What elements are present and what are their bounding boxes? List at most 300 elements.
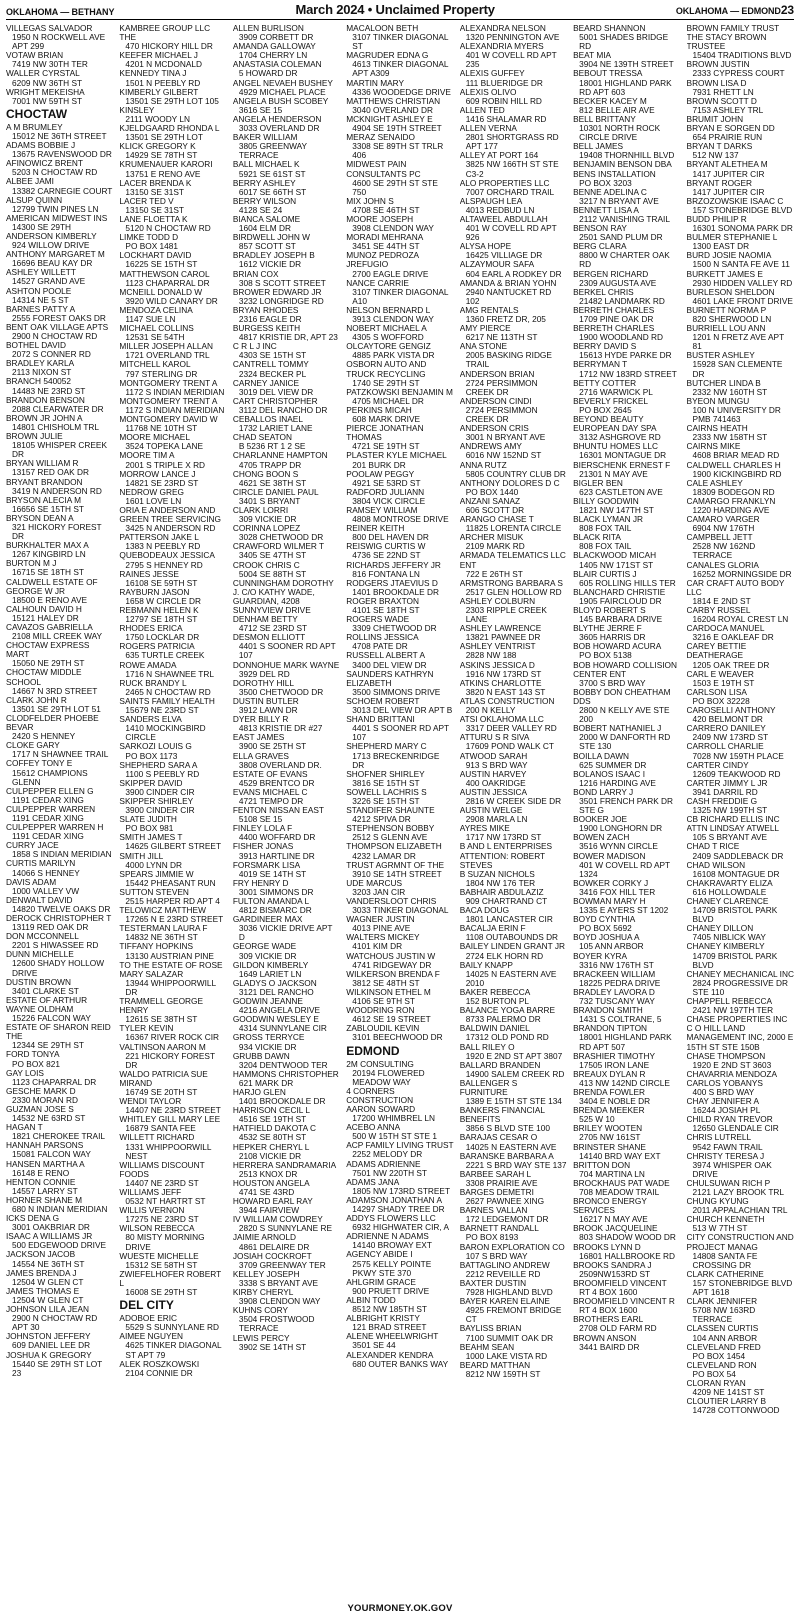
owner-name: EAST JAMES: [232, 732, 285, 743]
owner-name: WALTERS MICKEY: [346, 932, 420, 943]
owner-address: 14025 N EASTERN AVE: [465, 1141, 557, 1152]
listing-entry: [573, 1197, 680, 1224]
owner-name: ZWIEFELHOFER ROBERT L: [119, 1268, 221, 1288]
owner-name: BROWN SCOTT D: [686, 95, 757, 106]
owner-name: GODWIN JEANNE: [232, 996, 303, 1007]
listing-entry: [687, 779, 794, 797]
listing-entry: [119, 306, 226, 324]
owner-name: CB RICHARD ELLIS INC ATTN LINDSAY ATWELL: [686, 814, 780, 834]
owner-name: SOWELL LACHRIS S: [346, 786, 427, 797]
owner-name: CARBY RUSSEL: [686, 605, 751, 615]
owner-name: SARKOZI LOUIS G: [119, 741, 192, 752]
owner-address: 3941 DARRIL RD: [692, 786, 758, 797]
owner-address: 2330 MORAN RD: [12, 1094, 78, 1105]
owner-name: BRIAN COX: [232, 268, 279, 279]
owner-name: BAYLISS BRIAN: [459, 1323, 522, 1334]
owner-name: BOWEN ZACH: [573, 832, 630, 843]
owner-address: 4712 SE 23RD ST: [238, 623, 308, 634]
listing-entry: [346, 670, 453, 697]
owner-address: 4101 SE 18TH ST: [352, 605, 420, 615]
owner-address: 7100 SUMMIT OAK DR: [465, 1332, 554, 1343]
owner-name: CAMPBELL JETT: [686, 532, 753, 543]
listing-entry: [119, 360, 226, 378]
owner-address: 3820 N EAST 143 ST: [465, 686, 546, 697]
owner-address: 4817 KRISTIE DR, APT 23: [238, 332, 338, 343]
owner-address: 1389 E 15TH ST STE 134: [465, 1096, 562, 1107]
listing-entry: [346, 561, 453, 579]
owner-name: MIDWEST PAIN CONSULTANTS PC: [346, 159, 421, 179]
owner-address: 5203 N CHOCTAW RD: [12, 167, 98, 178]
owner-address: 15050 NE 29TH ST: [12, 658, 85, 669]
owner-name: B AND L ENTERPRISES ATTENTION: ROBERT STEVES: [459, 841, 553, 870]
owner-name: CALE ASHLEY: [686, 477, 743, 488]
owner-address: 2716 WARWICK PL: [579, 386, 653, 397]
owner-name: CALDWELL CHARLES H: [686, 459, 781, 470]
owner-name: ELLA GRAVES: [232, 750, 289, 761]
listing-entry: [233, 1334, 340, 1352]
listing-entry: [6, 414, 113, 432]
owner-name: ASHTON POOLE: [6, 285, 72, 296]
owner-address: 1805 NW 173RD STREET: [352, 1185, 451, 1196]
owner-name: CHOCTAW EXPRESS MART: [6, 640, 90, 660]
owner-address: 3451 SE 44TH ST: [352, 241, 420, 252]
listing-entry: [687, 1361, 794, 1379]
listing-entry: [233, 1070, 340, 1088]
owner-address: PO BOX 2645: [579, 404, 632, 415]
owner-address: 16148 E RENO: [12, 1167, 70, 1178]
owner-name: BOB HOWARD ACURA: [573, 641, 662, 652]
listing-entry: [119, 997, 226, 1024]
listing-entry: [687, 606, 794, 624]
owner-address: 4400 WOFFARD DR: [238, 832, 316, 843]
owner-name: BROTHERS EARL: [573, 1314, 644, 1325]
owner-address: 4336 WOODEDGE DRIVE: [352, 86, 451, 97]
owner-name: CHAY JENNIFER A: [686, 1096, 760, 1107]
owner-address: 2104 CONNIE DR: [125, 1367, 193, 1378]
owner-name: RUCK BRANDY L: [119, 677, 187, 688]
owner-name: CITY CONSTRUCTION AND PROJECT MANAG: [686, 1232, 794, 1252]
owner-address: 3309 CHETWOOD DR: [352, 623, 437, 634]
owner-address: 121 BRAD STREET: [352, 1322, 427, 1333]
owner-address: 3910 SE 14TH STREET: [352, 868, 442, 879]
owner-address: 14832 NE 36TH ST: [125, 932, 198, 943]
owner-address: 3501 SE 44: [352, 1340, 396, 1351]
owner-address: 1721 OVERLAND TRL: [125, 350, 210, 361]
owner-address: 3913 HARTLINE DR: [238, 850, 315, 861]
listing-entry: [233, 1270, 340, 1288]
owner-name: BENJAMIN BENSON DBA BENS INSTALLATION: [573, 159, 672, 179]
owner-name: SMITH JAMES T: [119, 832, 183, 843]
owner-address: 2908 MARLA LN: [465, 814, 528, 825]
listing-entry: [6, 1069, 113, 1087]
column-2: [119, 24, 226, 1584]
listing-entry: [6, 323, 113, 341]
listing-entry: [687, 970, 794, 997]
owner-name: CHUNG KYUNG: [686, 1196, 749, 1207]
listing-entry: [573, 642, 680, 660]
owner-address: 2724 ELK HORN RD: [465, 950, 544, 961]
owner-name: MAGRUDER EDNA G: [346, 50, 429, 61]
owner-name: CANALES GLORIA: [686, 559, 759, 570]
owner-name: BROOK JACQUELINE: [573, 1223, 658, 1234]
listing-entry: [119, 433, 226, 451]
owner-address: 4808 MONTROSE DRIVE: [352, 514, 449, 525]
listing-entry: [119, 415, 226, 433]
owner-address: 16425 VILLIAGE DR: [465, 250, 543, 261]
listing-entry: [6, 196, 113, 214]
owner-address: 1000 VALLEY VW: [12, 885, 80, 896]
owner-address: 4921 SE 53RD ST: [352, 477, 421, 488]
owner-name: MENDOZA CELINA: [119, 304, 193, 315]
owner-address: 6016 NW 152ND ST: [465, 450, 542, 461]
listing-entry: [573, 588, 680, 606]
owner-address: 14300 SE 29TH: [12, 221, 72, 232]
owner-name: BUTCHER LINDA B: [686, 377, 761, 388]
listing-entry: [233, 215, 340, 233]
owner-address: 4516 SE 19TH ST: [238, 1114, 307, 1125]
owner-address: 4600 SE 29TH ST STE 750: [352, 177, 438, 197]
owner-address: 1740 SE 29TH ST: [352, 377, 420, 388]
listing-entry: [6, 1050, 113, 1068]
owner-name: BRUMIT JOHN: [686, 113, 744, 124]
owner-name: BAKER REBECCA: [459, 986, 531, 997]
owner-address: 732 TUSCANY WAY: [579, 996, 655, 1007]
owner-name: BOBBY DON CHEATHAM DDS: [573, 686, 671, 706]
listing-entry: [6, 996, 113, 1023]
owner-name: GESCHE MARK D: [6, 1085, 76, 1096]
owner-name: ASHLEY WILLETT: [6, 267, 76, 278]
owner-address: 1147 SUE LN: [125, 314, 176, 324]
owner-name: BRENDA MEEKER: [573, 1105, 645, 1116]
owner-address: 4612 SE 19 STREET: [352, 1014, 431, 1025]
owner-name: BEYOND BEAUTY EUROPEAN DAY SPA: [573, 414, 657, 434]
owner-name: BACA DOUG: [459, 905, 510, 916]
owner-name: BOYER KYRA: [573, 950, 628, 961]
owner-address: 21482 LANDMARK RD: [579, 295, 665, 306]
listing-entry: [460, 1188, 567, 1206]
owner-address: 3500 CHETWOOD DR: [238, 686, 324, 697]
owner-name: SPEARS JIMMIE W: [119, 868, 194, 879]
owner-name: ALEXANDRIA MYERS: [459, 41, 544, 52]
owner-address: 201 BURK DR: [352, 459, 406, 470]
owner-address: 12600 SHADY HOLLOW DRIVE: [12, 958, 105, 978]
owner-address: 609 ROBIN HILL RD: [465, 95, 542, 106]
listing-entry: [6, 287, 113, 305]
owner-address: 200 N KELLY: [465, 705, 516, 716]
listing-entry: [460, 1243, 567, 1261]
owner-name: CARL E WEAVER: [686, 668, 754, 679]
owner-name: HENTON CONNIE: [6, 1176, 76, 1187]
owner-name: BRITTON DON: [573, 1159, 631, 1170]
listing-entry: [460, 642, 567, 660]
owner-address: 1920 E 2ND ST APT 3807: [465, 1050, 563, 1061]
listing-entry: [119, 1314, 226, 1332]
owner-address: 4128 SE 24: [238, 204, 283, 215]
owner-address: 1405 NW 171ST ST: [579, 559, 654, 570]
listing-entry: [6, 978, 113, 996]
header-right-label: OKLAHOMA — EDMOND: [675, 6, 781, 16]
listing-entry: [233, 160, 340, 178]
owner-name: ASHLEY VENTRIST: [459, 641, 536, 652]
listing-entry: [6, 1178, 113, 1196]
owner-address: 3804 VICK CIRCLE: [352, 495, 426, 506]
listing-entry: [346, 842, 453, 860]
listing-entry: [460, 924, 567, 942]
listing-entry: [346, 1160, 453, 1178]
owner-address: 15928 SAN CLEMENTE DR: [692, 359, 783, 379]
owner-name: PATZKOWSKI BENJAMIN M: [346, 386, 453, 397]
listing-entry: [460, 597, 567, 624]
owner-address: 3204 DENTWOOD TER: [238, 1059, 328, 1070]
listing-entry: [687, 642, 794, 669]
owner-name: BRYANT ALETHEA M: [686, 159, 768, 170]
owner-name: ANA STONE: [459, 341, 508, 352]
owner-address: 16008 SE 29TH ST: [125, 1287, 198, 1298]
owner-address: 621 MARK DR: [238, 1077, 294, 1088]
owner-address: 8212 NW 159TH ST: [465, 1368, 541, 1379]
owner-name: WALLER CYRSTAL: [6, 68, 80, 79]
owner-name: PLASTER KYLE MICHAEL: [346, 450, 447, 461]
listing-entry: [119, 533, 226, 551]
owner-name: BELL JAMES: [573, 141, 624, 152]
owner-name: LOCKHART DAVID: [119, 250, 192, 261]
owner-name: ISAAC A WILLIAMS JR: [6, 1231, 93, 1242]
listing-entry: [233, 1033, 340, 1051]
owner-address: 3001 SIMMONS DR: [238, 886, 314, 897]
owner-address: 15612 CHAMPIONS GLENN: [12, 767, 88, 787]
owner-name: BURGESS KEITH: [232, 323, 301, 334]
listing-entry: [119, 661, 226, 679]
listing-entry: [119, 697, 226, 715]
listing-entry: [346, 133, 453, 160]
owner-name: CLARK CATHERINE: [686, 1268, 764, 1279]
footer-url: YOURMONEY.OK.GOV: [347, 1603, 453, 1614]
listing-entry: [6, 841, 113, 859]
listing-entry: [460, 579, 567, 597]
owner-name: ALO PROPERTIES LLC: [459, 177, 550, 188]
listing-entry: [573, 97, 680, 115]
owner-address: 1383 N PEEBLY RD: [125, 541, 201, 552]
owner-address: 18225 PEDRA DRIVE: [579, 977, 661, 988]
owner-address: 172 LEDGEMONT DR: [465, 1214, 549, 1225]
listing-entry: [460, 961, 567, 988]
listing-entry: [346, 215, 453, 233]
owner-name: WILKINSON ETHEL M: [346, 986, 431, 997]
owner-address: 14066 S HENNEY: [12, 867, 80, 878]
listing-entry: [346, 1060, 453, 1087]
listing-entry: [687, 1115, 794, 1133]
owner-name: WRIGHT MEKEISHA: [6, 86, 85, 97]
owner-name: TIFFANY HOPKINS: [119, 941, 194, 952]
listing-entry: [233, 615, 340, 633]
listing-entry: [346, 633, 453, 651]
listing-entry: [233, 60, 340, 78]
listing-entry: [346, 1178, 453, 1196]
listing-entry: [6, 514, 113, 541]
owner-address: 3902 SE 14TH ST: [238, 1341, 307, 1352]
owner-name: STEPHENSON BOBBY: [346, 823, 435, 834]
listing-entry: [346, 79, 453, 97]
owner-name: MCKNIGHT ASHLEY E: [346, 113, 433, 124]
owner-address: 3441 BAIRD DR: [579, 1341, 640, 1352]
owner-name: BROOKS LYNN D: [573, 1241, 641, 1252]
owner-address: 157 STONEBRIDGE BLVD APT 1618: [692, 1277, 793, 1298]
listing-entry: [233, 1306, 340, 1333]
owner-address: 3616 SE 15: [238, 104, 283, 115]
owner-address: 3226 SE 15TH ST: [352, 795, 420, 806]
listing-entry: [6, 268, 113, 286]
owner-address: 1658 W CIRCLE DR: [125, 595, 202, 606]
owner-name: BACALJA ERIN F: [459, 923, 526, 934]
listing-entry: [6, 24, 113, 51]
listing-entry: [687, 479, 794, 497]
owner-name: BERKEL CHRIS: [573, 286, 634, 297]
owner-name: RICHARDS JEFFERY JR: [346, 559, 441, 570]
owner-address: 14407 NE 23RD STREET: [125, 1105, 221, 1116]
listing-entry: [460, 1343, 567, 1361]
owner-address: 5120 N CHOCTAW RD: [125, 223, 211, 234]
owner-name: BAXTER DUSTIN: [459, 1277, 527, 1288]
owner-name: NEDROW GREG: [119, 486, 184, 497]
owner-name: B SUZAN NICHOLS: [459, 868, 535, 879]
owner-address: 4212 SPIVA DR: [352, 814, 411, 825]
owner-address: 1712 NW 183RD STREET: [579, 368, 677, 379]
listing-entry: [6, 914, 113, 932]
owner-name: DYER BILLY R: [232, 714, 289, 725]
listing-entry: [233, 1233, 340, 1251]
listing-entry: [460, 942, 567, 960]
listing-entry: [6, 250, 113, 268]
owner-address: 16656 SE 15TH ST: [12, 503, 84, 514]
owner-name: LACER BRENDA K: [119, 177, 192, 188]
owner-name: JACKSON JACOB: [6, 1249, 76, 1260]
listing-entry: [119, 1024, 226, 1042]
listing-entry: [687, 60, 794, 78]
listing-entry: [119, 1270, 226, 1297]
owner-address: 2088 CLEARWATER DR: [12, 403, 104, 414]
owner-address: 5529 S SUNNYLANE RD: [125, 1322, 220, 1333]
owner-name: MARTIN MARY: [346, 77, 405, 88]
listing-entry: [233, 942, 340, 960]
listing-entry: [573, 342, 680, 360]
owner-address: 3974 WHISPER OAK DRIVE: [692, 1159, 772, 1179]
owner-address: 2109 MARK RD: [465, 541, 525, 552]
owner-address: 2001 S TRIPLE X RD: [125, 459, 206, 470]
listing-entry: [119, 488, 226, 506]
owner-address: 704 MARTINA LN: [579, 1168, 645, 1179]
owner-name: CLOKE GARY: [6, 740, 60, 751]
listing-entry: [573, 51, 680, 69]
owner-name: KLICK GREGORY K: [119, 141, 196, 152]
owner-address: 16879 SANTA FEE: [125, 1123, 196, 1134]
owner-address: 2824 PROGRESSIVE DR STE 110: [692, 977, 788, 997]
owner-name: RAYBURN JASON: [119, 586, 190, 597]
owner-address: 14527 GRAND AVE: [12, 276, 86, 287]
listing-entry: [687, 497, 794, 515]
owner-name: HOWARD EARL RAY: [232, 1196, 313, 1207]
owner-name: MOORE JOSEPH: [346, 213, 414, 224]
owner-name: HARJO GLEN: [232, 1086, 286, 1097]
listing-entry: [346, 160, 453, 196]
owner-name: REBMANN HELEN K: [119, 605, 199, 615]
owner-address: 3524 TOPEKA LANE: [125, 441, 204, 452]
owner-address: 1401 BROOKDALE DR: [352, 586, 439, 597]
listing-entry: [233, 788, 340, 806]
owner-address: 309 VICKIE DR: [238, 950, 297, 961]
listing-entry: [460, 842, 567, 869]
owner-address: 1717 N SHAWNEE TRAIL: [12, 749, 109, 760]
owner-name: RAMSEY WILLIAM: [346, 504, 418, 515]
listing-entry: [233, 1288, 340, 1306]
listing-entry: [233, 24, 340, 42]
listing-entry: [346, 715, 453, 742]
owner-address: 1900 KICKINGBIRD RD: [692, 468, 782, 479]
owner-name: HANSEN MARTHA A: [6, 1158, 85, 1169]
owner-name: REISWIG CURTIS W: [346, 541, 426, 552]
owner-address: 2816 W CREEK SIDE DR: [465, 795, 562, 806]
listing-entry: [233, 1143, 340, 1161]
listing-entry: [6, 88, 113, 106]
owner-address: 3909 CORBETT DR: [238, 32, 314, 43]
listing-entry: [346, 342, 453, 360]
owner-address: 157 STONEBRIDGE BLVD: [692, 204, 793, 215]
owner-address: 680 N INDIAN MERIDIAN: [12, 1204, 108, 1214]
owner-address: 13150 SE 31ST: [125, 204, 185, 215]
owner-address: 16696 BEAU KAY DR: [12, 258, 93, 269]
owner-address: 14808 SANTA FE CROSSING DR: [692, 1250, 758, 1270]
owner-name: ASHLEY LAWRENCE: [459, 623, 542, 634]
owner-address: 4708 SE 46TH ST: [352, 204, 420, 215]
listing-entry: [460, 1279, 567, 1297]
listing-entry: [573, 1334, 680, 1352]
listing-entry: [6, 159, 113, 177]
owner-name: VANDERSLOOT CHRIS: [346, 896, 437, 906]
owner-address: 3400 DEL VIEW DR: [352, 659, 427, 670]
owner-address: 14314 NE 5 ST: [12, 294, 69, 305]
owner-address: PO BOX 1454: [692, 1350, 746, 1361]
owner-address: RT 4 BOX 1600: [579, 1287, 638, 1298]
owner-name: MONTGOMERY TRENT A: [119, 395, 218, 406]
owner-name: NELSON BERNARD L: [346, 304, 431, 315]
listing-entry: [233, 579, 340, 615]
owner-name: WENDI TAYLOR: [119, 1096, 182, 1107]
owner-address: 3700 S BRD WAY: [579, 677, 646, 688]
owner-name: CARNEY JANICE: [232, 377, 300, 388]
listing-entry: [460, 179, 567, 197]
owner-address: 12531 SE 54TH: [125, 332, 185, 343]
owner-name: BRENDA FOWLER: [573, 1086, 646, 1097]
owner-address: 18105 WHISPER CREEK DR: [12, 440, 107, 460]
listing-entry: [573, 1297, 680, 1315]
owner-name: BROWN LISA D: [686, 77, 747, 88]
listing-entry: [460, 1133, 567, 1151]
owner-name: HORNER SHANE M: [6, 1194, 83, 1205]
owner-address: 4305 S WOFFORD: [352, 332, 424, 343]
owner-address: 4303 SE 15TH ST: [238, 350, 307, 361]
listing-entry: [573, 724, 680, 751]
owner-address: 3900 CINDER CIR: [125, 805, 195, 816]
owner-name: CAREY BETTIE DEATHERAGE: [686, 641, 747, 661]
owner-address: 2421 NW 197TH TER: [692, 1005, 774, 1016]
owner-address: 2512 S GLENN AVE: [352, 832, 428, 843]
owner-name: BERRETH CHARLES: [573, 304, 655, 315]
listing-entry: [6, 123, 113, 141]
owner-address: 5001 SHADES BRIDGE RD: [579, 32, 669, 52]
owner-name: BERGEN RICHARD: [573, 268, 649, 279]
owner-address: 2333 NW 158TH ST: [692, 432, 768, 443]
listing-entry: [687, 379, 794, 397]
owner-address: 6904 NW 176TH: [692, 523, 755, 534]
